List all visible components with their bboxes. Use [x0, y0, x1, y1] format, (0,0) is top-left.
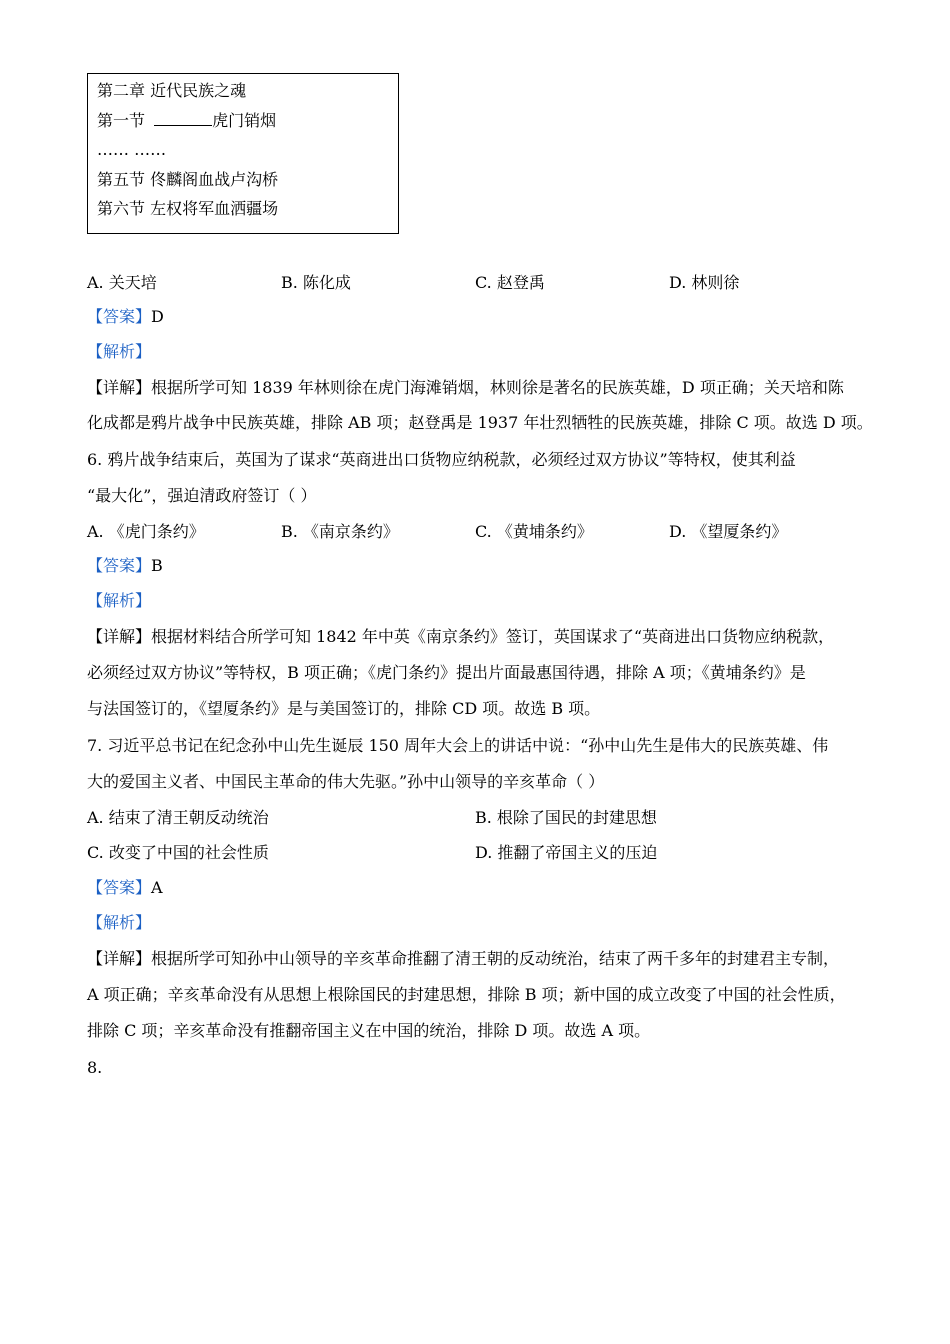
detail-text: 根据所学可知 1839 年林则徐在虎门海滩销烟，林则徐是著名的民族英雄，D 项正确；关天培和陈 [151, 378, 844, 397]
outline-section-1-prefix: 第一节 [97, 111, 151, 130]
q8-number: 8. [87, 1058, 103, 1077]
analysis-tag: 【解析】 [87, 913, 152, 932]
fill-in-blank [154, 111, 212, 126]
q5-option-d: D. 林则徐 [669, 273, 740, 292]
q5-detail-line-1 [87, 377, 844, 399]
q5-option-c: C. 赵登禹 [475, 273, 545, 292]
q7-stem-line-1: 7. 习近平总书记在纪念孙中山先生诞辰 150 周年大会上的讲话中说：“孙中山先生是伟大的民族英雄、伟 [87, 736, 829, 755]
q7-detail-line-3: 排除 C 项；辛亥革命没有推翻帝国主义在中国的统治，排除 D 项。故选 A 项。 [87, 1021, 651, 1040]
answer-tag: 【答案】 [87, 307, 152, 326]
outline-section-1-suffix: 虎门销烟 [212, 111, 277, 130]
q6-option-c: C. 《黄埔条约》 [475, 522, 593, 541]
q5-answer [87, 306, 164, 328]
q6-analysis [87, 590, 151, 612]
outline-section-6: 第六节 左权将军血洒疆场 [97, 199, 279, 218]
q7-stem-line-2: 大的爱国主义者、中国民主革命的伟大先驱。”孙中山领导的辛亥革命（ ） [87, 772, 605, 791]
q6-option-a: A. 《虎门条约》 [87, 522, 205, 541]
analysis-tag: 【解析】 [87, 342, 152, 361]
detail-tag: 【详解】 [87, 378, 152, 397]
q7-detail-line-2: A 项正确；辛亥革命没有从思想上根除国民的封建思想，排除 B 项；新中国的成立改变了中国的社会性质， [87, 985, 846, 1004]
answer-tag: 【答案】 [87, 878, 152, 897]
q6-option-d: D. 《望厦条约》 [669, 522, 788, 541]
q6-stem-line-2: “最大化”，强迫清政府签订（ ） [87, 486, 317, 505]
q7-option-d: D. 推翻了帝国主义的压迫 [475, 843, 658, 862]
q7-option-a: A. 结束了清王朝反动统治 [87, 808, 269, 827]
answer-value: D [151, 307, 164, 326]
q6-detail-line-1 [87, 626, 834, 648]
q6-detail-line-2: 必须经过双方协议”等特权，B 项正确；《虎门条约》提出片面最惠国待遇，排除 A 项；《黄埔条约》是 [87, 663, 806, 682]
outline-section-5: 第五节 佟麟阁血战卢沟桥 [97, 170, 279, 189]
detail-tag: 【详解】 [87, 949, 152, 968]
detail-text: 根据所学可知孙中山领导的辛亥革命推翻了清王朝的反动统治，结束了两千多年的封建君主专制， [151, 949, 840, 968]
analysis-tag: 【解析】 [87, 591, 152, 610]
q6-stem-line-1: 6. 鸦片战争结束后，英国为了谋求“英商进出口货物应纳税款，必须经过双方协议”等特权，使其利益 [87, 450, 796, 469]
q7-answer [87, 877, 163, 899]
q7-detail-line-1 [87, 948, 839, 970]
answer-value: B [151, 556, 163, 575]
q7-analysis [87, 912, 151, 934]
q6-detail-line-3: 与法国签订的，《望厦条约》是与美国签订的，排除 CD 项。故选 B 项。 [87, 699, 601, 718]
q6-option-b: B. 《南京条约》 [281, 522, 399, 541]
q7-option-b: B. 根除了国民的封建思想 [475, 808, 657, 827]
answer-tag: 【答案】 [87, 556, 152, 575]
outline-chapter-title: 第二章 近代民族之魂 [97, 81, 247, 100]
detail-text: 根据材料结合所学可知 1842 年中英《南京条约》签订，英国谋求了“英商进出口货物应纳税款， [151, 627, 835, 646]
q5-option-a: A. 关天培 [87, 273, 157, 292]
q6-answer [87, 555, 163, 577]
answer-value: A [151, 878, 163, 897]
outline-section-1 [97, 111, 276, 131]
q5-option-b: B. 陈化成 [281, 273, 351, 292]
q5-detail-line-2: 化成都是鸦片战争中民族英雄，排除 AB 项；赵登禹是 1937 年壮烈牺牲的民族英雄，排除 C 项。故选 D 项。 [87, 413, 873, 432]
q5-analysis [87, 341, 151, 363]
q7-option-c: C. 改变了中国的社会性质 [87, 843, 269, 862]
detail-tag: 【详解】 [87, 627, 152, 646]
outline-ellipsis: …… …… [97, 140, 167, 159]
